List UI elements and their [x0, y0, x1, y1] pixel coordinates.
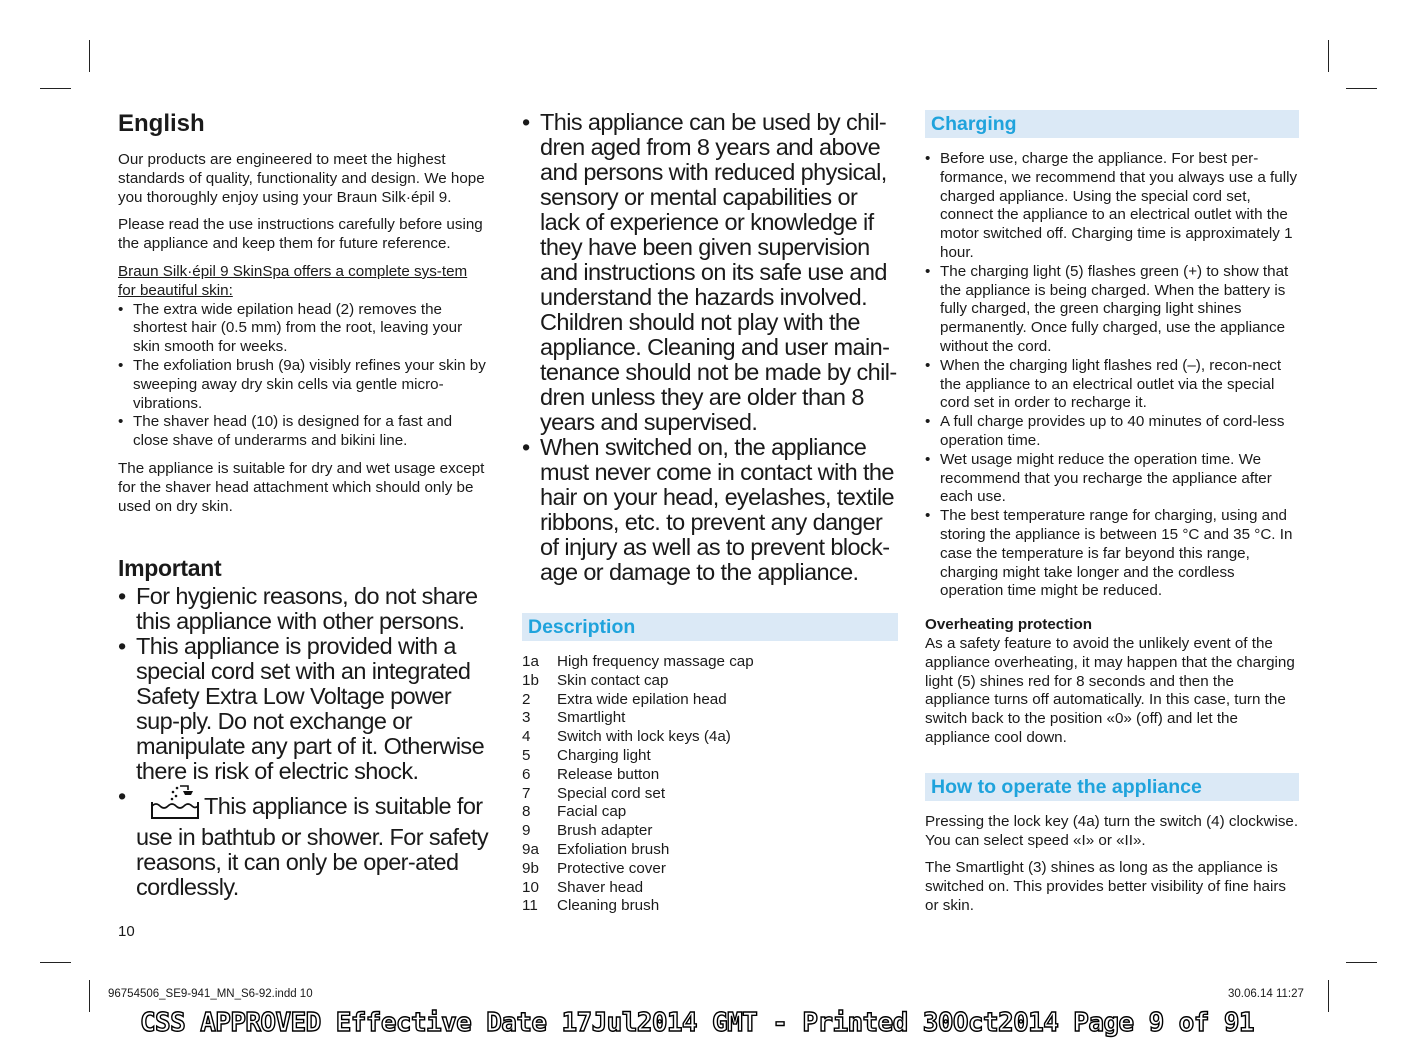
crop-mark: [1346, 962, 1377, 963]
important-item-bath: [118, 784, 490, 900]
important-item: • For hygienic reasons, do not share this appliance with other persons.: [118, 584, 490, 634]
part-number: 1b: [522, 671, 539, 689]
part-name: Brush adapter: [557, 822, 653, 840]
instructions-paragraph: Please read the use instructions carefully before using the appliance and keep them for future reference.: [118, 216, 483, 253]
bathtub-shower-icon: [150, 784, 200, 825]
part-name: Protective cover: [557, 859, 666, 877]
part-name: Charging light: [557, 746, 651, 764]
crop-mark: [40, 88, 71, 89]
part-number: 2: [522, 690, 531, 708]
part-number: 1a: [522, 653, 539, 670]
part-row: [522, 672, 754, 691]
crop-mark: [89, 980, 90, 1012]
charging-item: • When the charging light flashes red (–), recon-nect the appliance to an electrical outlet via the special cord set in order to recharge it.: [925, 357, 1301, 413]
part-name: Switch with lock keys (4a): [557, 728, 731, 746]
part-row: [522, 860, 754, 879]
part-number: 9: [522, 822, 531, 840]
part-number: 3: [522, 709, 531, 727]
feature-item: • The exfoliation brush (9a) visibly refines your skin by sweeping away dry skin cells via gentle micro-vibrations.: [118, 357, 490, 413]
feature-item: • The shaver head (10) is designed for a fast and close shave of underarms and bikini line.: [118, 413, 490, 451]
crop-mark: [1346, 88, 1377, 89]
file-slug: 96754506_SE9-941_MN_S6-92.indd 10: [108, 988, 313, 1000]
part-name: High frequency massage cap: [557, 653, 754, 670]
important-list: [118, 584, 490, 900]
part-number: 8: [522, 803, 531, 821]
overheating-paragraph: As a safety feature to avoid the unlikely event of the appliance overheating, it may happen that the charging light (5) shines red for 8 seconds and then the appliance turns off automatically. In this case, turn the switch back to the position «0» (off) and let the appliance cool down.: [925, 634, 1295, 746]
feature-item: • The extra wide epilation head (2) removes the shortest hair (0.5 mm) from the root, leaving your skin smooth for weeks.: [118, 301, 490, 357]
parts-list: [522, 653, 754, 916]
part-name: Skin contact cap: [557, 671, 669, 689]
part-name: Facial cap: [557, 803, 627, 821]
suitability-paragraph: The appliance is suitable for dry and wet usage except for the shaver head attachment which should only be used on dry skin.: [118, 459, 485, 515]
part-row: [522, 766, 754, 785]
overheating-heading: Overheating protection: [925, 616, 1093, 634]
part-number: 6: [522, 765, 531, 783]
crop-mark: [1328, 980, 1329, 1012]
important-item: • When switched on, the appliance must never come in contact with the hair on your head, eyelashes, textile ribbons, etc. to prevent any danger of injury as well as to prevent block-age or damage to the appliance.: [522, 435, 898, 585]
charging-item: • A full charge provides up to 40 minutes of cord-less operation time.: [925, 413, 1301, 451]
charging-item: • Before use, charge the appliance. For best per-formance, we recommend that you always use a fully charged appliance. Using the special cord set, connect the appliance to an electrical outlet with the motor switched off. Charging time is approximately 1 hour.: [925, 150, 1301, 263]
part-number: 9b: [522, 859, 539, 877]
part-row: [522, 841, 754, 860]
part-name: Smartlight: [557, 709, 626, 727]
feature-list: [118, 301, 490, 451]
charging-item: • Wet usage might reduce the operation time. We recommend that you recharge the appliance after each use.: [925, 451, 1301, 507]
part-number: 9a: [522, 840, 539, 858]
part-row: [522, 879, 754, 898]
part-number: 5: [522, 746, 531, 764]
part-row: [522, 785, 754, 804]
charging-heading: Charging: [925, 110, 1299, 138]
important-list-continued: [522, 110, 898, 585]
operate-paragraph: Pressing the lock key (4a) turn the switch (4) clockwise. You can select speed «I» or «II».: [925, 812, 1299, 849]
part-row: [522, 803, 754, 822]
column-charging-operation: [925, 110, 1301, 925]
part-row: [522, 653, 754, 672]
part-name: Extra wide epilation head: [557, 690, 727, 708]
part-row: [522, 897, 754, 916]
column-important-description: [522, 110, 898, 916]
part-row: [522, 709, 754, 728]
charging-item: • The charging light (5) flashes green (+) to show that the appliance is being charged. When the battery is fully charged, the green charging light shines permanently. Once fully charged, use the appliance without the cord.: [925, 263, 1301, 357]
part-row: [522, 728, 754, 747]
part-number: 4: [522, 728, 531, 746]
part-name: Shaver head: [557, 878, 644, 896]
part-row: [522, 822, 754, 841]
part-name: Exfoliation brush: [557, 840, 670, 858]
charging-list: [925, 150, 1301, 601]
feature-heading: Braun Silk·épil 9 SkinSpa offers a complete sys-tem for beautiful skin:: [118, 262, 468, 299]
crop-mark: [1328, 40, 1329, 72]
print-date: 30.06.14 11:27: [1228, 988, 1304, 1000]
intro-paragraph: Our products are engineered to meet the highest standards of quality, functionality and design. We hope you thoroughly enjoy using your Braun Silk·épil 9.: [118, 151, 485, 206]
important-item: • This appliance can be used by chil-dren aged from 8 years and above and persons with reduced physical, sensory or mental capabilities or lack of experience or knowledge if they have been given supervision and instructions on its safe use and understand the hazards involved. Children should not play with the appliance. Cleaning and user main-tenance should not be made by chil-dren unless they are older than 8 years and supervised.: [522, 110, 898, 435]
description-heading: Description: [522, 613, 898, 641]
charging-item: • The best temperature range for charging, using and storing the appliance is between 15 °C and 35 °C. In case the temperature is far beyond this range, charging might take longer and the cordless operation time might be reduced.: [925, 507, 1301, 601]
column-english-intro: [118, 110, 490, 900]
part-row: [522, 691, 754, 710]
approval-stamp: CSS APPROVED Effective Date 17Jul2014 GMT - Printed 30Oct2014 Page 9 of 91: [140, 1008, 1254, 1038]
part-name: Special cord set: [557, 784, 666, 802]
language-heading: English: [118, 110, 205, 137]
part-number: 7: [522, 784, 531, 802]
crop-mark: [89, 40, 90, 72]
operate-heading: How to operate the appliance: [925, 773, 1299, 801]
part-number: 11: [522, 897, 538, 915]
important-item: • This appliance is provided with a special cord set with an integrated Safety Extra Low Voltage power sup-ply. Do not exchange or manipulate any part of it. Otherwise there is risk of electric shock.: [118, 634, 490, 784]
part-number: 10: [522, 878, 539, 896]
crop-mark: [40, 962, 71, 963]
page-number: 10: [118, 923, 135, 940]
part-name: Release button: [557, 765, 660, 783]
part-row: [522, 747, 754, 766]
bath-item-text: This appliance is suitable for use in bathtub or shower. For safety reasons, it can only be oper-ated cordlessly.: [136, 793, 488, 901]
part-name: Cleaning brush: [557, 897, 660, 915]
smartlight-paragraph: The Smartlight (3) shines as long as the appliance is switched on. This provides better visibility of fine hairs or skin.: [925, 859, 1287, 914]
important-heading: Important: [118, 555, 222, 582]
